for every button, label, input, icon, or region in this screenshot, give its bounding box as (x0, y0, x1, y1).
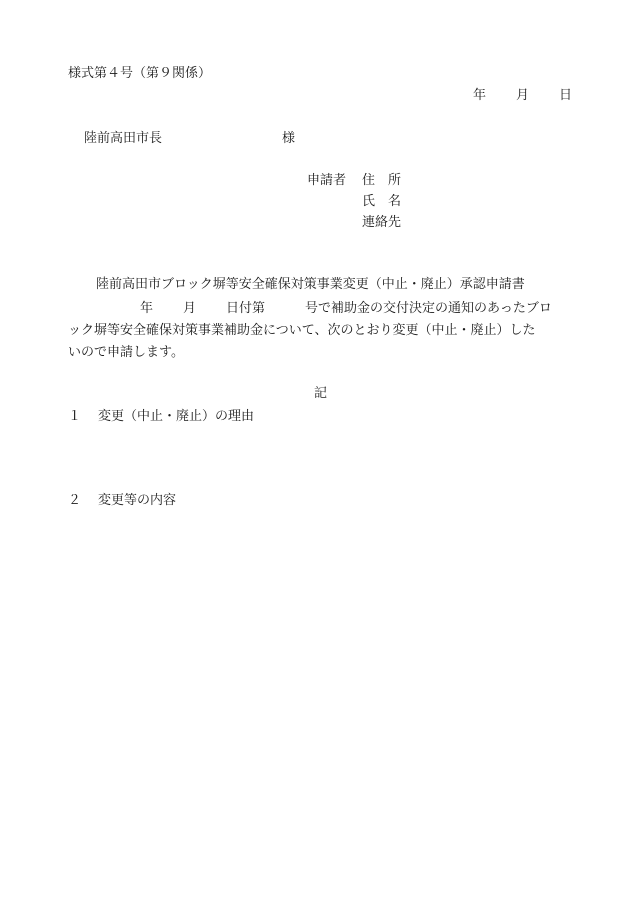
applicant-name-label: 氏 名 (362, 194, 402, 209)
body-year: 年 (140, 301, 154, 316)
item-label: 変更等の内容 (98, 493, 177, 508)
applicant-label: 申請者 (307, 173, 347, 188)
body-month: 月 (183, 301, 197, 316)
applicant-contact-label: 連絡先 (362, 215, 402, 230)
item-number: １ (68, 409, 82, 424)
item-contents (68, 493, 176, 509)
addressee-name: 陸前高田市長 (84, 131, 163, 146)
body-line-2: ック塀等安全確保対策事業補助金について、次のとおり変更（中止・廃止）した (68, 323, 536, 338)
item-label: 変更（中止・廃止）の理由 (98, 409, 255, 424)
addressee (84, 131, 295, 147)
body-dated: 日付第 (226, 301, 266, 316)
body-paragraph (68, 298, 583, 364)
applicant-address-label: 住 所 (362, 173, 402, 188)
date-line (473, 88, 572, 104)
body-line-3: いので申請します。 (68, 345, 184, 360)
addressee-honorific: 様 (282, 131, 296, 146)
item-reason (68, 409, 254, 425)
body-line-1-rest: 号で補助金の交付決定の通知のあったブロ (305, 301, 552, 316)
body-line-1 (68, 298, 583, 320)
document-title: 陸前高田市ブロック塀等安全確保対策事業変更（中止・廃止）承認申請書 (96, 277, 525, 292)
form-number: 様式第４号（第９関係） (68, 66, 212, 81)
record-label: 記 (314, 386, 328, 401)
item-number: ２ (68, 493, 82, 508)
date-year: 年 (473, 88, 487, 103)
date-day: 日 (559, 88, 573, 103)
date-month: 月 (516, 88, 530, 103)
